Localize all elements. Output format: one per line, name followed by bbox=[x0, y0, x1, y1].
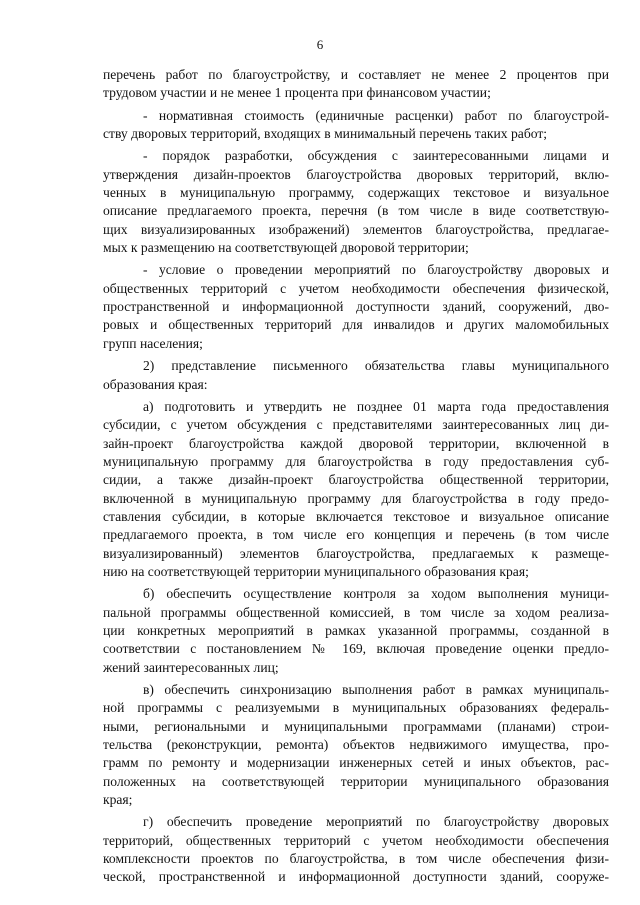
text-line: включенной в муниципальную программу для благоустройства в году предо- bbox=[103, 490, 609, 506]
text-line: образования края: bbox=[103, 376, 208, 392]
paragraph bbox=[103, 147, 609, 257]
text-line: - порядок разработки, обсуждения с заинтересованными лицами и bbox=[143, 148, 609, 164]
paragraph bbox=[103, 585, 609, 677]
text-line: пальной программы общественной комиссией, в том числе за ходом реализа- bbox=[103, 604, 609, 620]
text-line: - условие о проведении мероприятий по благоустройству дворовых и bbox=[143, 262, 609, 278]
paragraph bbox=[103, 107, 609, 144]
text-line: г) обеспечить проведение мероприятий по благоустройству дворовых bbox=[143, 814, 609, 830]
text-line: края; bbox=[103, 792, 133, 808]
paragraph bbox=[103, 398, 609, 581]
text-line: ровых и общественных территорий для инвалидов и других маломобильных bbox=[103, 317, 609, 333]
paragraph bbox=[103, 261, 609, 353]
text-line: соответствии с постановлением № 169, включая проведение оценки предло- bbox=[103, 641, 609, 657]
paragraph bbox=[103, 66, 609, 103]
text-line: пространственной и информационной доступности зданий, сооружений, дво- bbox=[103, 299, 609, 315]
text-line: визуализированный) элементов благоустройства, предлагаемых к размеще- bbox=[103, 545, 609, 561]
text-line: ции конкретных мероприятий в рамках указанной программы, созданной в bbox=[103, 622, 609, 638]
text-line: описание предлагаемого проекта, перечня (в том числе в виде соответствую- bbox=[103, 203, 609, 219]
text-line: ставления субсидии, в которые включается текстовое и визуальное описание bbox=[103, 508, 609, 524]
paragraph bbox=[103, 357, 609, 394]
text-line: перечень работ по благоустройству, и составляет не менее 2 процентов при bbox=[103, 67, 609, 82]
text-line: утверждения дизайн-проектов благоустройства дворовых территорий, вклю- bbox=[103, 166, 609, 182]
text-line: групп населения; bbox=[103, 335, 203, 351]
text-line: мых к размещению на соответствующей дворовой территории; bbox=[103, 240, 469, 256]
text-line: ченных в муниципальную программу, содержащих текстовое и визуальное bbox=[103, 185, 609, 201]
document-body bbox=[103, 66, 609, 887]
text-line: - нормативная стоимость (единичные расценки) работ по благоустрой- bbox=[143, 107, 609, 123]
text-line: общественных территорий с учетом необходимости обеспечения физической, bbox=[103, 280, 609, 296]
text-line: субсидии, с учетом обсуждения с представителями заинтересованных лиц ди- bbox=[103, 417, 609, 433]
text-line: тельства (реконструкции, ремонта) объектов недвижимого имущества, про- bbox=[103, 737, 609, 753]
text-line: ческой, пространственной и информационной доступности зданий, сооруже- bbox=[103, 869, 609, 885]
text-line: грамм по ремонту и модернизации инженерных сетей и иных объектов, рас- bbox=[103, 755, 609, 771]
text-line: нию на соответствующей территории муниципального образования края; bbox=[103, 563, 529, 579]
text-line: ной программы с реализуемыми в муниципальных образованиях федераль- bbox=[103, 700, 609, 716]
page-number: 6 bbox=[316, 37, 324, 52]
text-line: а) подготовить и утвердить не позднее 01 марта года предоставления bbox=[143, 398, 609, 414]
text-line: комплексности проектов по благоустройства, в том числе обеспечения физи- bbox=[103, 851, 609, 867]
text-line: щих визуализированных изображений) элементов благоустройства, предлагае- bbox=[103, 221, 609, 237]
text-line: муниципальную программу для благоустройства в году предоставления суб- bbox=[103, 453, 609, 469]
text-line: б) обеспечить осуществление контроля за ходом выполнения муници- bbox=[143, 586, 609, 602]
text-line: зайн-проект благоустройства каждой дворовой территории, включенной в bbox=[103, 435, 609, 451]
text-line: 2) представление письменного обязательства главы муниципального bbox=[143, 358, 609, 374]
text-line: предлагаемого проекта, в том числе его концепция и перечень (в том числе bbox=[103, 527, 609, 543]
paragraph bbox=[103, 681, 609, 809]
text-line: ными, региональными и муниципальными программами (планами) строи- bbox=[103, 718, 609, 734]
text-line: территорий, общественных территорий с учетом необходимости обеспечения bbox=[103, 832, 609, 848]
text-line: ству дворовых территорий, входящих в минимальный перечень таких работ; bbox=[103, 126, 548, 142]
text-line: в) обеспечить синхронизацию выполнения работ в рамках муниципаль- bbox=[143, 682, 609, 697]
paragraph bbox=[103, 813, 609, 886]
text-line: сидии, а также дизайн-проект благоустройства общественной территории, bbox=[103, 472, 609, 488]
text-line: жений заинтересованных лиц; bbox=[103, 659, 279, 675]
text-line: положенных на соответствующей территории муниципального образования bbox=[103, 773, 609, 789]
text-line: трудовом участии и не менее 1 процента при финансовом участии; bbox=[103, 85, 491, 101]
